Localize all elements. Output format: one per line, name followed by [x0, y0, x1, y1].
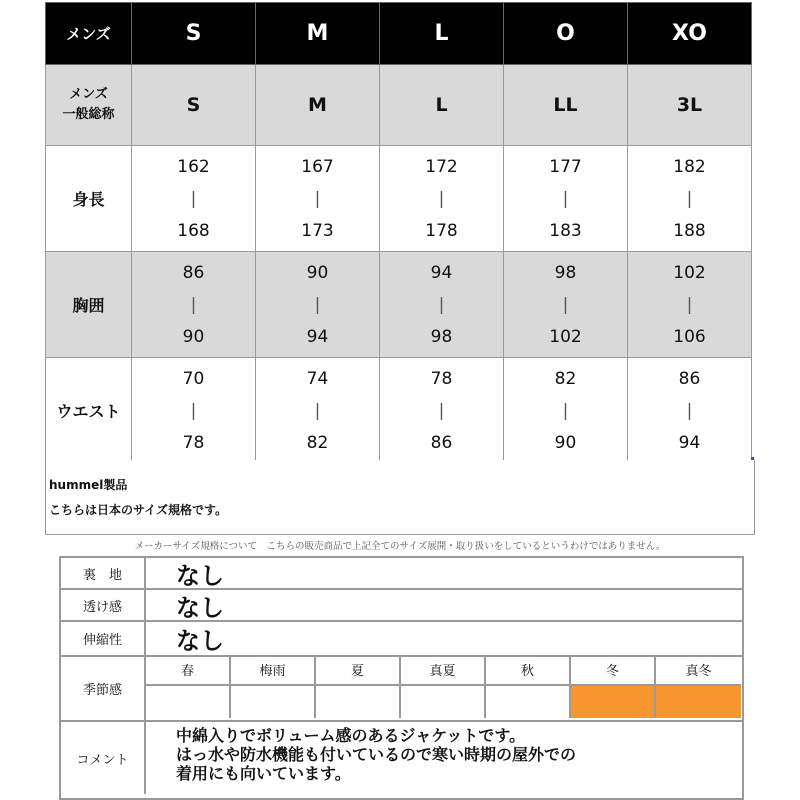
- waist-cell: 78 | 86: [380, 358, 504, 464]
- height-cell: 177 | 183: [504, 146, 628, 252]
- size-alias-l: L: [380, 65, 504, 146]
- waist-cell: 70 | 78: [132, 358, 256, 464]
- size-header-xo: XO: [628, 3, 752, 65]
- sheer-row: [61, 590, 742, 622]
- lining-label: 裏 地: [61, 558, 146, 588]
- stretch-value: なし: [176, 627, 224, 655]
- season-grid: [146, 657, 742, 720]
- lining-value: なし: [176, 561, 224, 590]
- season-midsummer: 真夏: [401, 657, 486, 686]
- season-marker: [316, 686, 401, 718]
- height-row: [46, 146, 752, 252]
- size-header-row: [46, 3, 752, 65]
- comment-label: コメント: [61, 722, 146, 794]
- height-cell: 172 | 178: [380, 146, 504, 252]
- comment-text: 中綿入りでボリューム感のあるジャケットです。 はっ水や防水機能も付いているので寒い時期の屋外での 着用にも向いています。: [176, 726, 577, 783]
- product-attributes-table: [59, 556, 744, 800]
- season-row: [61, 657, 742, 722]
- chest-cell: 98 | 102: [504, 252, 628, 358]
- size-alias-row: [46, 65, 752, 146]
- brand-note: hummel製品: [49, 478, 128, 492]
- chest-cell: 94 | 98: [380, 252, 504, 358]
- height-cell: 182 | 188: [628, 146, 752, 252]
- season-marker: [146, 686, 231, 718]
- season-autumn: 秋: [486, 657, 571, 686]
- japan-size-note: こちらは日本のサイズ規格です。: [49, 503, 228, 517]
- season-spring: 春: [146, 657, 231, 686]
- chest-cell: 86 | 90: [132, 252, 256, 358]
- size-header-s: S: [132, 3, 256, 65]
- sheer-label: 透け感: [61, 590, 146, 620]
- size-notes-box: [45, 460, 755, 535]
- size-header-m: M: [256, 3, 380, 65]
- waist-row: [46, 358, 752, 464]
- chest-row: [46, 252, 752, 358]
- season-summer: 夏: [316, 657, 401, 686]
- waist-cell: 86 | 94: [628, 358, 752, 464]
- height-cell: 167 | 173: [256, 146, 380, 252]
- size-header-o: O: [504, 3, 628, 65]
- waist-cell: 74 | 82: [256, 358, 380, 464]
- season-winter: 冬: [571, 657, 656, 686]
- size-alias-3l: 3L: [628, 65, 752, 146]
- chest-cell: 90 | 94: [256, 252, 380, 358]
- season-marker: [231, 686, 316, 718]
- size-disclaimer: メーカーサイズ規格について こちらの販売商品で上記全てのサイズ展開・取り扱いをしているというわけではありません。: [134, 541, 666, 552]
- size-header-label: メンズ: [46, 3, 132, 65]
- waist-cell: 82 | 90: [504, 358, 628, 464]
- chest-cell: 102 | 106: [628, 252, 752, 358]
- chest-label: 胸囲: [46, 252, 132, 358]
- size-alias-m: M: [256, 65, 380, 146]
- height-cell: 162 | 168: [132, 146, 256, 252]
- lining-row: [61, 558, 742, 590]
- stretch-label: 伸縮性: [61, 622, 146, 655]
- size-alias-s: S: [132, 65, 256, 146]
- corner-marker: [751, 457, 754, 460]
- season-rainy: 梅雨: [231, 657, 316, 686]
- season-label: 季節感: [61, 657, 146, 720]
- season-marker: [401, 686, 486, 718]
- size-alias-label: メンズ 一般総称: [46, 65, 132, 146]
- waist-label: ウエスト: [46, 358, 132, 464]
- size-chart-table: [45, 2, 752, 464]
- season-marker: [486, 686, 571, 718]
- height-label: 身長: [46, 146, 132, 252]
- season-marker: [571, 686, 656, 718]
- size-alias-ll: LL: [504, 65, 628, 146]
- comment-row: [61, 722, 742, 794]
- size-header-l: L: [380, 3, 504, 65]
- stretch-row: [61, 622, 742, 657]
- season-midwinter: 真冬: [656, 657, 741, 686]
- sheer-value: なし: [176, 593, 224, 622]
- season-marker: [656, 686, 741, 718]
